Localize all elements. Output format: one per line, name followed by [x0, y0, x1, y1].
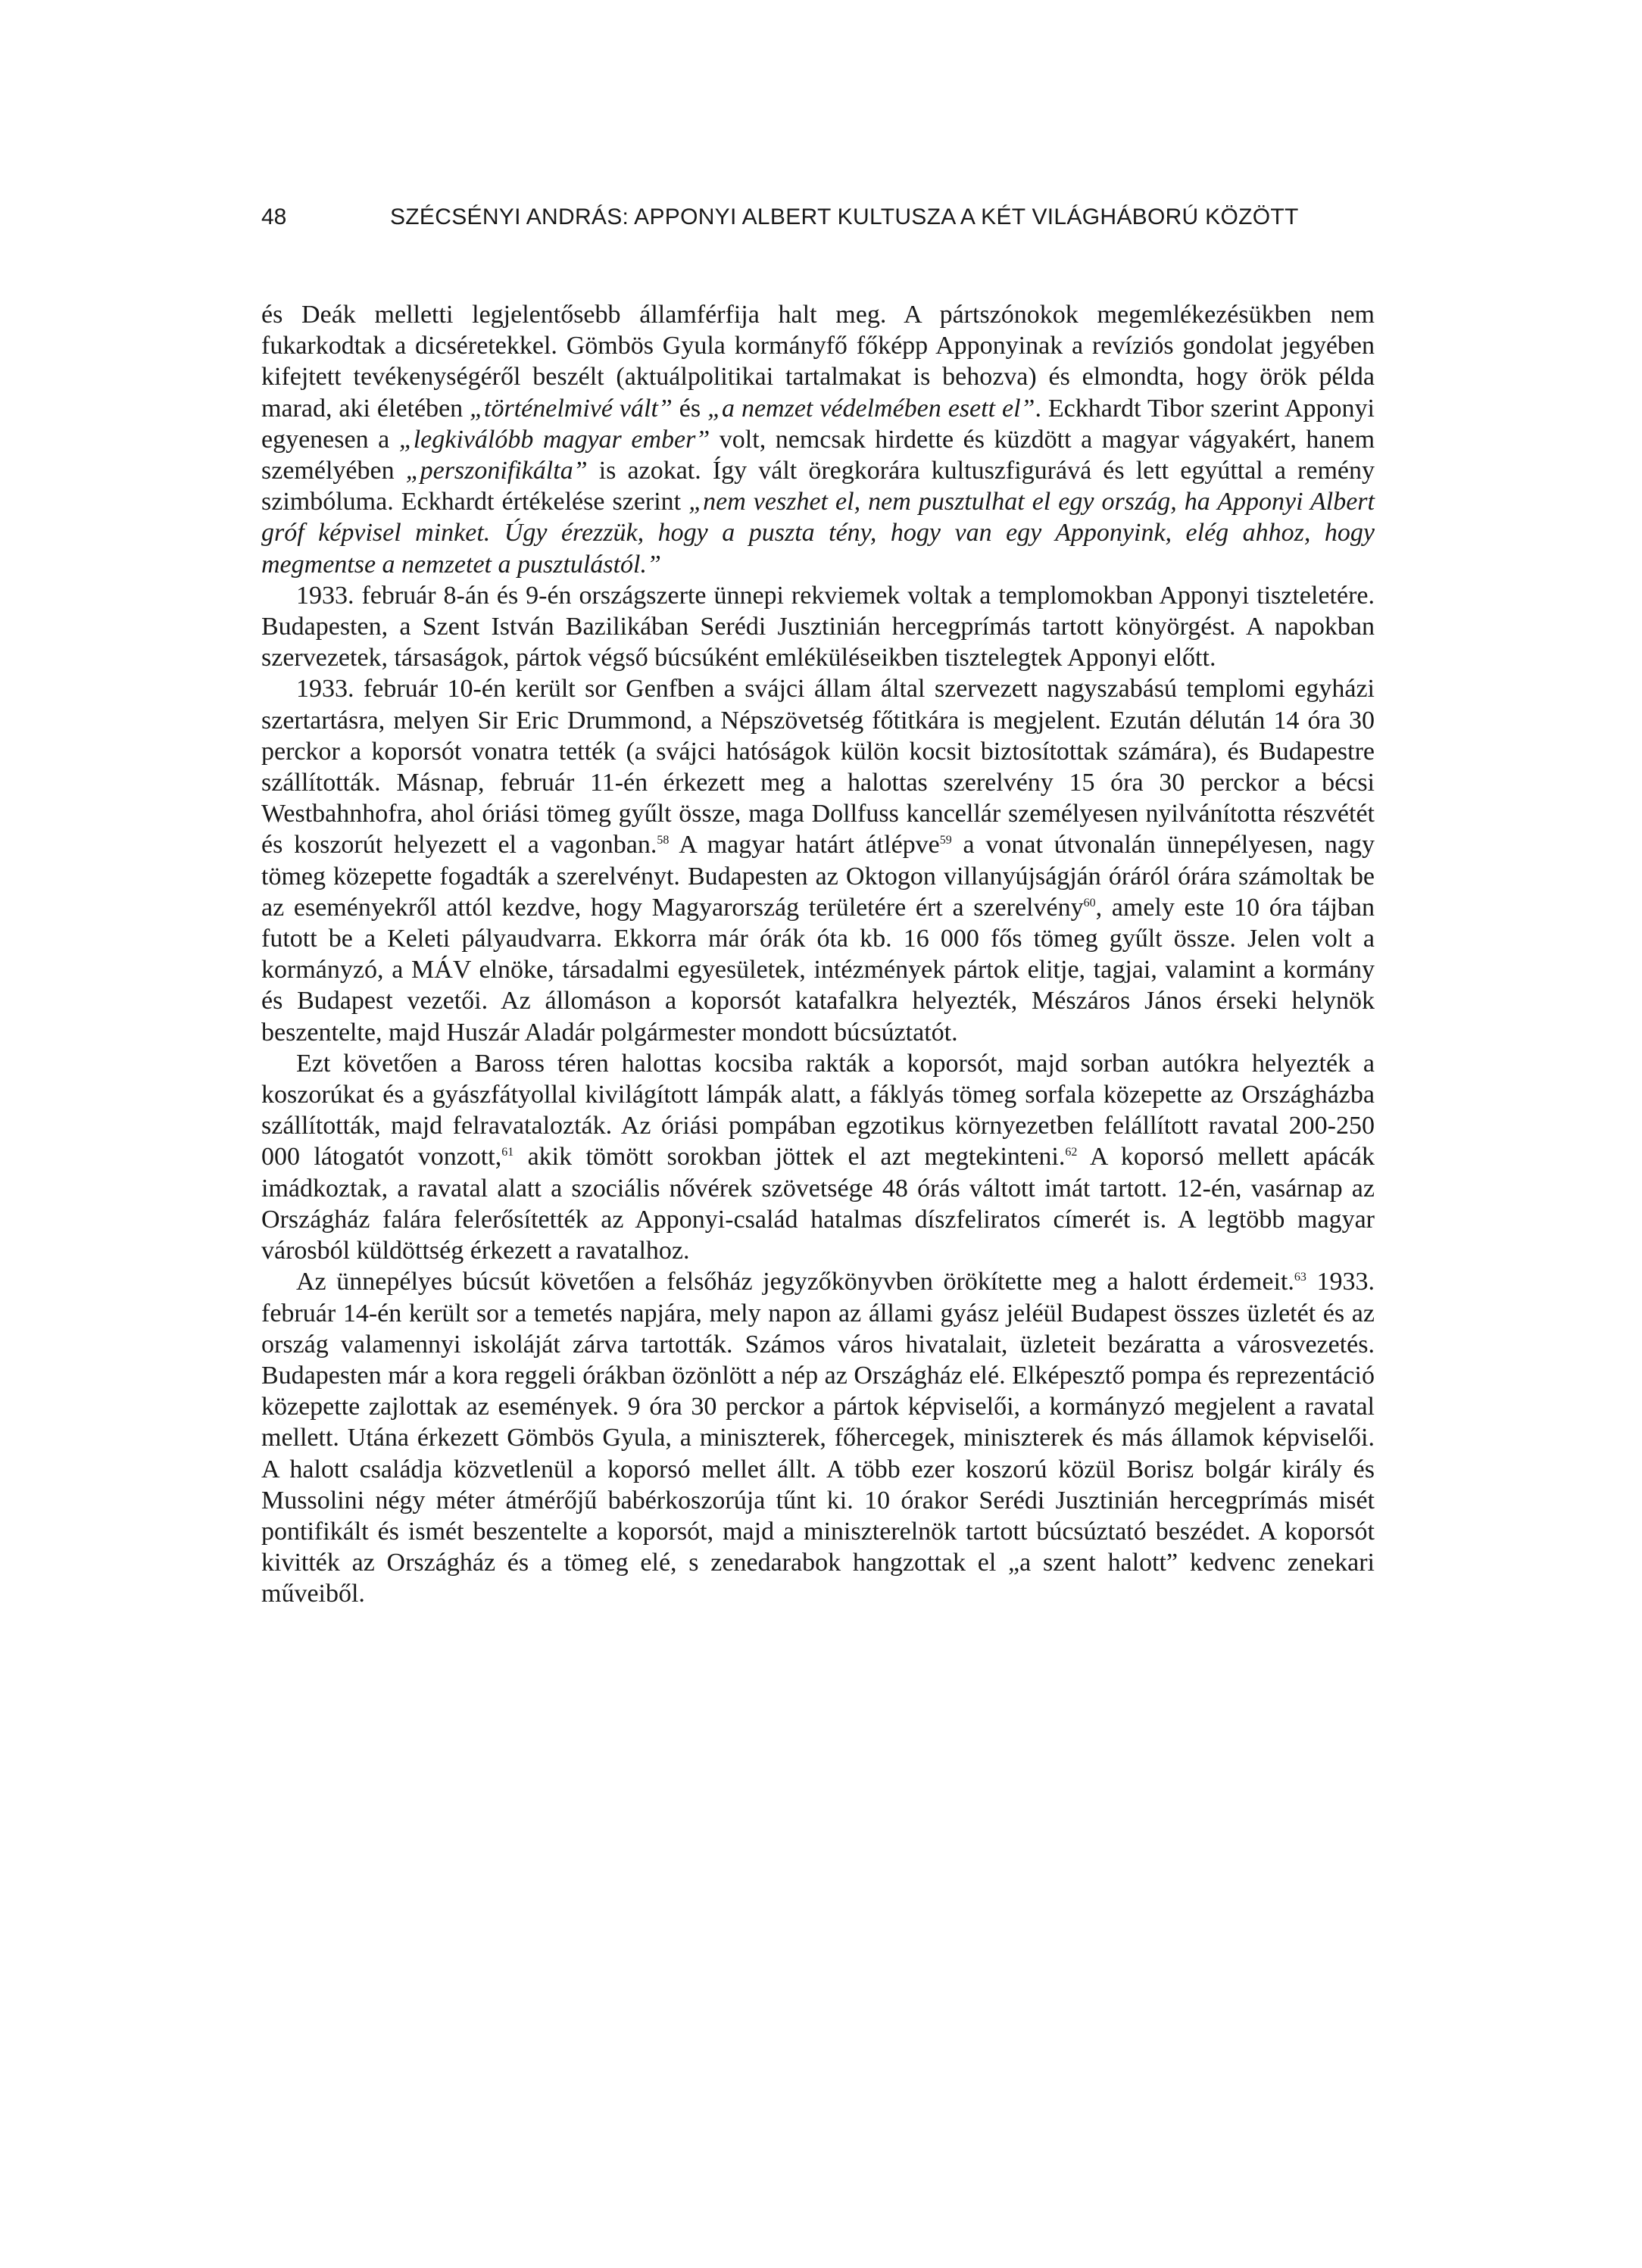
footnote-ref[interactable]: 62	[1065, 1146, 1078, 1159]
footnote-ref[interactable]: 63	[1294, 1271, 1306, 1284]
quote: „történelmivé vált”	[470, 394, 673, 423]
paragraph-4	[261, 1048, 1375, 1266]
footnote-ref[interactable]: 60	[1083, 896, 1096, 909]
text-run: is azokat. Így vált öregkorára kultuszfigurává és lett egyúttal a remény szimbóluma. Eckhardt értékelése szerint	[261, 457, 1375, 516]
text-run: A koporsó mellett apácák imádkoztak, a ravatal alatt a szociális nővérek szövetsége 48 órás váltott imát tartott. 12-én, vasárnap az Országház falára felerősítették az Apponyi-család hatalmas díszfeliratos címerét is. A legtöbb magyar városból küldöttség érkezett a ravatalhoz.	[261, 1143, 1375, 1265]
paragraph-3	[261, 673, 1375, 1047]
quote: „a nemzet védelmében esett el”	[707, 394, 1035, 423]
footnote-ref[interactable]: 58	[657, 834, 670, 847]
paragraph-5	[261, 1266, 1375, 1609]
quote: „legkiválóbb magyar ember”	[398, 425, 710, 454]
body-text	[261, 299, 1375, 1610]
text-run: akik tömött sorokban jöttek el azt megtekinteni.	[514, 1143, 1066, 1171]
text-run: 1933. február 10-én került sor Genfben a svájci állam által szervezett nagyszabású templomi egyházi szertartásra, melyen Sir Eric Drummond, a Népszövetség főtitkára is megjelent. Ezután délután 14 óra 30 perckor a koporsót vonatra tették (a svájci hatóságok külön kocsit biztosítottak számára), és Budapestre szállították. Másnap, február 11-én érkezett meg a halottas szerelvény 15 óra 30 perckor a bécsi Westbahnhofra, ahol óriási tömeg gyűlt össze, maga Dollfuss kancellár személyesen nyilvánította részvétét és koszorút helyezett el a vagonban.	[261, 675, 1375, 859]
text-run: 1933. február 14-én került sor a temetés napjára, mely napon az állami gyász jeléül Budapest összes üzletét és az ország valamennyi iskoláját zárva tartották. Számos város hivatalait, üzleteit bezáratta a városvezetés. Budapesten már a kora reggeli órákban özönlött a nép az Országház elé. Elképesztő pompa és reprezentáció közepette zajlottak az események. 9 óra 30 perckor a pártok képviselői, a kormányzó megjelent a ravatal mellett. Utána érkezett Gömbös Gyula, a miniszterek, főhercegek, miniszterek és más államok képviselői. A halott családja közvetlenül a koporsó mellet állt. A több ezer koszorú közül Borisz bolgár király és Mussolini négy méter átmérőjű babérkoszorúja tűnt ki. 10 órakor Serédi Jusztinián hercegprímás misét pontifikált és ismét beszentelte a koporsót, majd a miniszterelnök tartott búcsúztató beszédet. A koporsót kivitték az Országház és a tömeg elé, s zenedarabok hangzottak el „a szent halott” kedvenc zenekari műveiből.	[261, 1268, 1375, 1608]
text-run: és	[672, 394, 708, 423]
quote: „perszonifikálta”	[405, 457, 588, 485]
text-run: A magyar határt átlépve	[669, 831, 940, 859]
paragraph-2: 1933. február 8-án és 9-én országszerte ünnepi rekviemek voltak a templomokban Apponyi tiszteletére. Budapesten, a Szent István Bazilikában Serédi Jusztinián hercegprímás tartott könyörgést. A napokban szervezetek, társaságok, pártok végső búcsúként emléküléseikben tisztelegtek Apponyi előtt.	[261, 581, 1375, 672]
text-run: a vonat útvonalán ünnepélyesen, nagy tömeg közepette fogadták a szerelvényt. Budapesten az Oktogon villanyújságján óráról órára számoltak be az eseményekről attól kezdve, hogy Magyarország területére ért a szerelvény	[261, 831, 1375, 922]
text-run: volt, nemcsak hirdette és küzdött a magyar vágyakért, hanem személyében	[261, 425, 1375, 485]
footnote-ref[interactable]: 61	[501, 1146, 514, 1159]
paragraph-1	[261, 299, 1375, 580]
text-run: és Deák melletti legjelentősebb államférfija halt meg. A pártszónokok megemlékezésükben nem fukarkodtak a dicséretekkel. Gömbös Gyula kormányfő főképp Apponyinak a revíziós gondolat jegyében kifejtett tevékenységéről beszélt (aktuálpolitikai tartalmakat is behozva) és elmondta, hogy örök példa marad, aki életében	[261, 301, 1375, 423]
footnote-ref[interactable]: 59	[939, 834, 952, 847]
text-run: Ezt követően a Baross téren halottas kocsiba rakták a koporsót, majd sorban autókra helyezték a koszorúkat és a gyászfátyollal kivilágított lámpák alatt, a fáklyás tömeg sorfala közepette az Országházba szállították, majd felravatalozták. Az óriási pompában egzotikus környezetben felállított ravatal 200-250 000 látogatót vonzott,	[261, 1049, 1375, 1171]
running-title: SZÉCSÉNYI ANDRÁS: APPONYI ALBERT KULTUSZA A KÉT VILÁGHÁBORÚ KÖZÖTT	[390, 204, 1299, 229]
text-run: . Eckhardt Tibor szerint Apponyi egyenesen a	[261, 394, 1375, 454]
page-number: 48	[261, 204, 287, 229]
page-header	[261, 204, 1382, 235]
quote: „nem veszhet el, nem pusztulhat el egy ország, ha Apponyi Albert gróf képvisel minket. Úgy érezzük, hogy a puszta tény, hogy van egy Apponyink, elég ahhoz, hogy megmentse a nemzetet a pusztulástól.”	[261, 488, 1375, 579]
text-run: Az ünnepélyes búcsút követően a felsőház jegyzőkönyvben örökítette meg a halott érdemeit.	[296, 1268, 1294, 1296]
text-run: , amely este 10 óra tájban futott be a Keleti pályaudvarra. Ekkorra már órák óta kb. 16 000 fős tömeg gyűlt össze. Jelen volt a kormányzó, a MÁV elnöke, társadalmi egyesületek, intézmények pártok elitje, tagjai, valamint a kormány és Budapest vezetői. Az állomáson a koporsót katafalkra helyezték, Mészáros János érseki helynök beszentelte, majd Huszár Aladár polgármester mondott búcsúztatót.	[261, 893, 1375, 1047]
